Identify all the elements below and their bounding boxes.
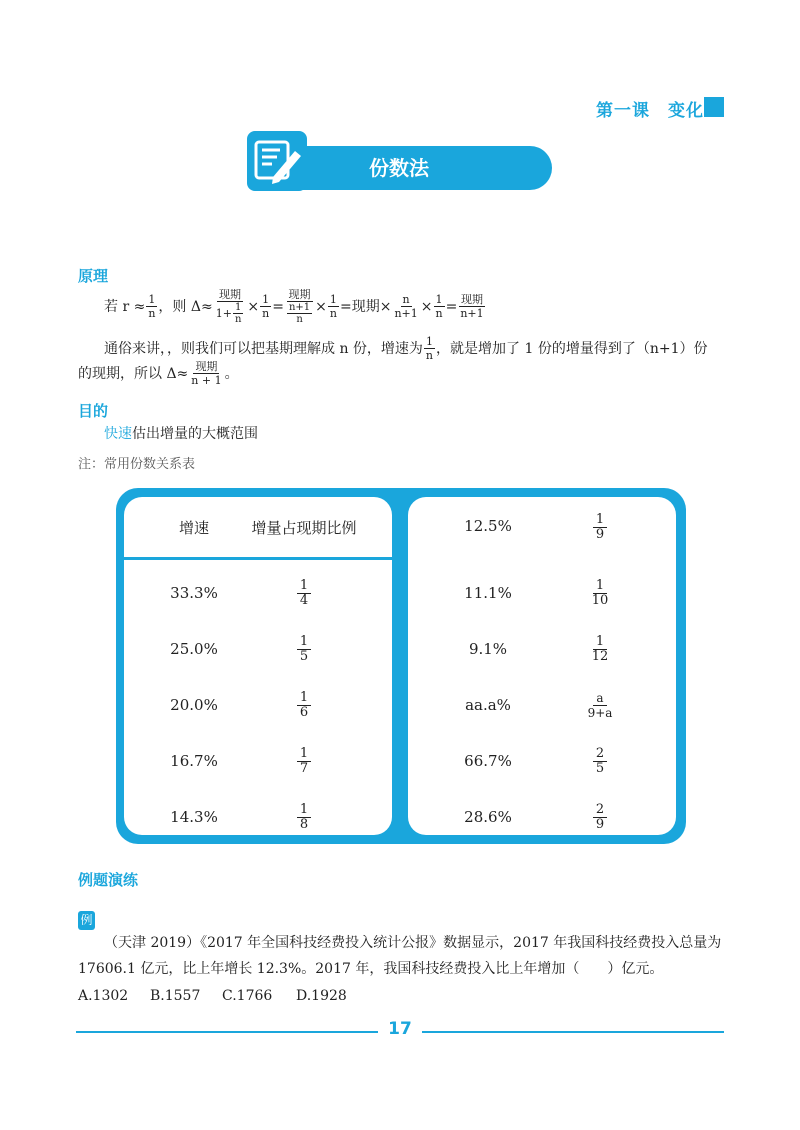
footer-line-right <box>422 1031 724 1033</box>
purpose-text: 快速估出增量的大概范围 <box>104 426 258 442</box>
purpose-highlight: 快速 <box>104 426 132 442</box>
ratio-table <box>116 488 686 844</box>
header-rate: 增速 <box>178 519 209 537</box>
fraction: $\frac{n}{n+1}$ <box>394 293 418 320</box>
fraction: $\frac{1}{n}$ <box>148 293 156 320</box>
pencil-note-icon <box>247 131 307 191</box>
fraction-cell: 1 8 <box>289 803 319 832</box>
lesson-title: 第一课 变化 <box>596 101 704 121</box>
fraction: $\frac{\text{现期}}{\frac{n+1}{n}}$ <box>288 288 311 325</box>
fraction: $\frac{\text{现期}}{n + 1}$ <box>191 360 222 387</box>
fraction-cell: 1 10 <box>591 578 609 608</box>
rate-cell: aa.a% <box>465 696 511 714</box>
table-panel-right <box>408 497 676 835</box>
fraction-cell: 1 6 <box>289 691 319 720</box>
example-line-1: （天津 2019）《2017 年全国科技经费投入统计公报》数据显示，2017 年我国科技经费投入总量为 <box>104 935 722 951</box>
fraction-cell: 1 9 <box>583 513 617 542</box>
option-a: A.1302 <box>78 988 129 1004</box>
fraction: $\frac{1}{n}$ <box>262 293 270 320</box>
header-ratio: 增量占现期比例 <box>251 519 357 537</box>
fraction-cell: 1 7 <box>289 747 319 776</box>
fraction: 现期 1+ $\frac{1}{n}$ <box>215 288 242 325</box>
fraction-cell: 1 12 <box>591 634 609 664</box>
formula-text: 若 r ≈ <box>104 298 146 315</box>
fraction: $\frac{1}{n}$ <box>425 335 434 362</box>
principle-heading: 原理 <box>78 267 109 285</box>
table-note: 注：常用份数关系表 <box>78 457 196 472</box>
option-d: D.1928 <box>296 988 347 1004</box>
rate-cell: 11.1% <box>464 584 512 602</box>
rate-cell: 9.1% <box>468 640 508 658</box>
fraction: $\frac{1}{n}$ <box>329 293 337 320</box>
example-line-2: 17606.1 亿元，比上年增长 12.3%。2017 年，我国科技经费投入比上年增加（ ）亿元。 <box>78 961 664 977</box>
section-title: 份数法 <box>369 156 429 180</box>
page-number: 17 <box>388 1019 412 1039</box>
fraction: $\frac{\text{现期}}{n+1}$ <box>460 293 484 320</box>
footer-line-left <box>76 1031 378 1033</box>
rate-cell: 33.3% <box>170 584 218 602</box>
fraction-cell: a 9+a <box>587 691 613 720</box>
fraction-cell: 1 5 <box>289 635 319 664</box>
fraction-cell: 2 9 <box>583 803 617 832</box>
principle-paragraph-2: 的现期，所以 Δ≈ $\frac{\text{现期}}{n + 1}$ 。 <box>78 360 239 387</box>
fraction: $\frac{1}{n}$ <box>435 293 443 320</box>
rate-cell: 12.5% <box>464 517 512 535</box>
rate-cell: 14.3% <box>170 808 218 826</box>
lesson-marker <box>704 97 724 117</box>
header-divider <box>124 557 392 560</box>
rate-cell: 28.6% <box>464 808 512 826</box>
rate-cell: 20.0% <box>170 696 218 714</box>
option-c: C.1766 <box>222 988 273 1004</box>
rate-cell: 25.0% <box>170 640 218 658</box>
practice-heading: 例题演练 <box>78 871 139 889</box>
option-b: B.1557 <box>150 988 201 1004</box>
answer-options <box>78 987 347 1005</box>
purpose-heading: 目的 <box>78 402 109 420</box>
principle-formula: 若 r ≈ $\frac{1}{n}$ ，则 Δ≈ 现期 1+ $\frac{1}{n}$ × $\frac{1}{n}$ = $\frac{\text{现期}}{\frac{n+1}{n}}$ × $\frac{1}{n}$ = 现期× $\frac{n}{n+1}$ × $\frac{1}{n}$ = $\frac{\text{现期}}{n+1}$ <box>104 288 484 325</box>
fraction-cell: 1 4 <box>289 579 319 608</box>
table-panel-left <box>124 497 392 835</box>
rate-cell: 16.7% <box>170 752 218 770</box>
rate-cell: 66.7% <box>464 752 512 770</box>
fraction-cell: 2 5 <box>583 747 617 776</box>
example-badge: 例 <box>78 911 95 930</box>
principle-paragraph-1: 通俗来讲，，则我们可以把基期理解成 n 份，增速为 $\frac{1}{n}$ ，就是增加了 1 份的增量得到了（n+1）份 <box>104 335 708 362</box>
